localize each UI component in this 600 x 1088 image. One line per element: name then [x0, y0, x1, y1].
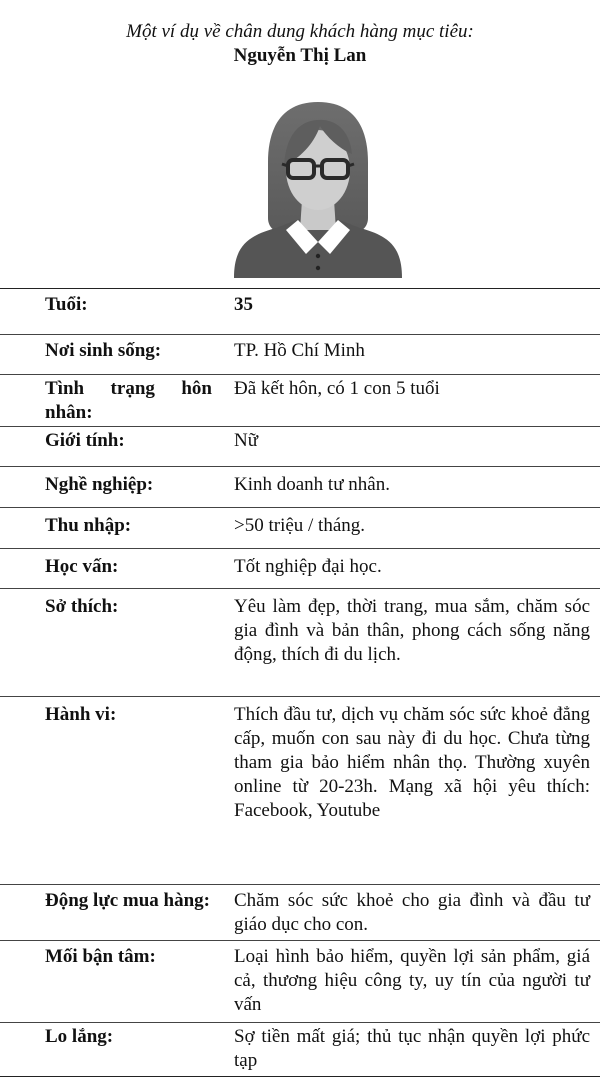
row-value: Nữ: [234, 430, 259, 451]
intro-caption: Một ví dụ về chân dung khách hàng mục tiêu:: [126, 21, 474, 42]
table-row: [0, 1023, 600, 1077]
row-value: TP. Hồ Chí Minh: [234, 340, 365, 361]
table-row: [0, 467, 600, 508]
persona-name: Nguyễn Thị Lan: [233, 45, 367, 66]
table-row: [0, 885, 600, 941]
row-value: 35: [234, 294, 253, 315]
row-label: Thu nhập:: [45, 515, 132, 536]
row-label: Sở thích:: [45, 596, 119, 617]
row-value: Chăm sóc sức khoẻ cho gia đình và đầu tư giáo dục cho con.: [234, 890, 590, 935]
row-label: Nơi sinh sống:: [45, 340, 162, 361]
document-header: [0, 20, 600, 68]
table-row: [0, 549, 600, 589]
row-value: Yêu làm đẹp, thời trang, mua sắm, chăm sóc gia đình và bản thân, phong cách sống năng động, thích đi du lịch.: [234, 596, 590, 665]
row-value: >50 triệu / tháng.: [234, 515, 366, 536]
table-row: [0, 335, 600, 375]
woman-with-glasses-avatar-icon: [228, 96, 408, 278]
row-value: Tốt nghiệp đại học.: [234, 556, 382, 577]
row-label: Nghề nghiệp:: [45, 474, 154, 495]
row-label: Hành vi:: [45, 704, 117, 725]
row-label: Động lực mua hàng:: [45, 890, 211, 911]
row-label: Lo lắng:: [45, 1026, 114, 1047]
row-label: Giới tính:: [45, 430, 125, 451]
row-label: Mối bận tâm:: [45, 946, 156, 967]
row-value: Sợ tiền mất giá; thủ tục nhận quyền lợi phức tạp: [234, 1026, 590, 1071]
table-row: [0, 941, 600, 1023]
table-row: [0, 427, 600, 467]
customer-profile-table: [0, 288, 600, 1077]
row-label: Học vấn:: [45, 556, 119, 577]
table-row: [0, 589, 600, 697]
table-row: [0, 289, 600, 335]
row-value: Thích đầu tư, dịch vụ chăm sóc sức khoẻ đẳng cấp, muốn con sau này đi du học. Chưa từng tham gia bảo hiểm nhân thọ. Thường xuyên online từ 20-23h. Mạng xã hội yêu thích: Facebook, Youtube: [234, 704, 590, 821]
row-label: Tuổi:: [45, 294, 88, 315]
table-row: [0, 508, 600, 549]
row-label: Tình trạng hôn nhân:: [45, 378, 212, 423]
row-value: Đã kết hôn, có 1 con 5 tuổi: [234, 378, 440, 399]
row-value: Kinh doanh tư nhân.: [234, 474, 390, 495]
table-row: [0, 375, 600, 427]
row-value: Loại hình bảo hiểm, quyền lợi sản phẩm, giá cả, thương hiệu công ty, uy tín của người tư vấn: [234, 946, 590, 1015]
table-row: [0, 697, 600, 885]
